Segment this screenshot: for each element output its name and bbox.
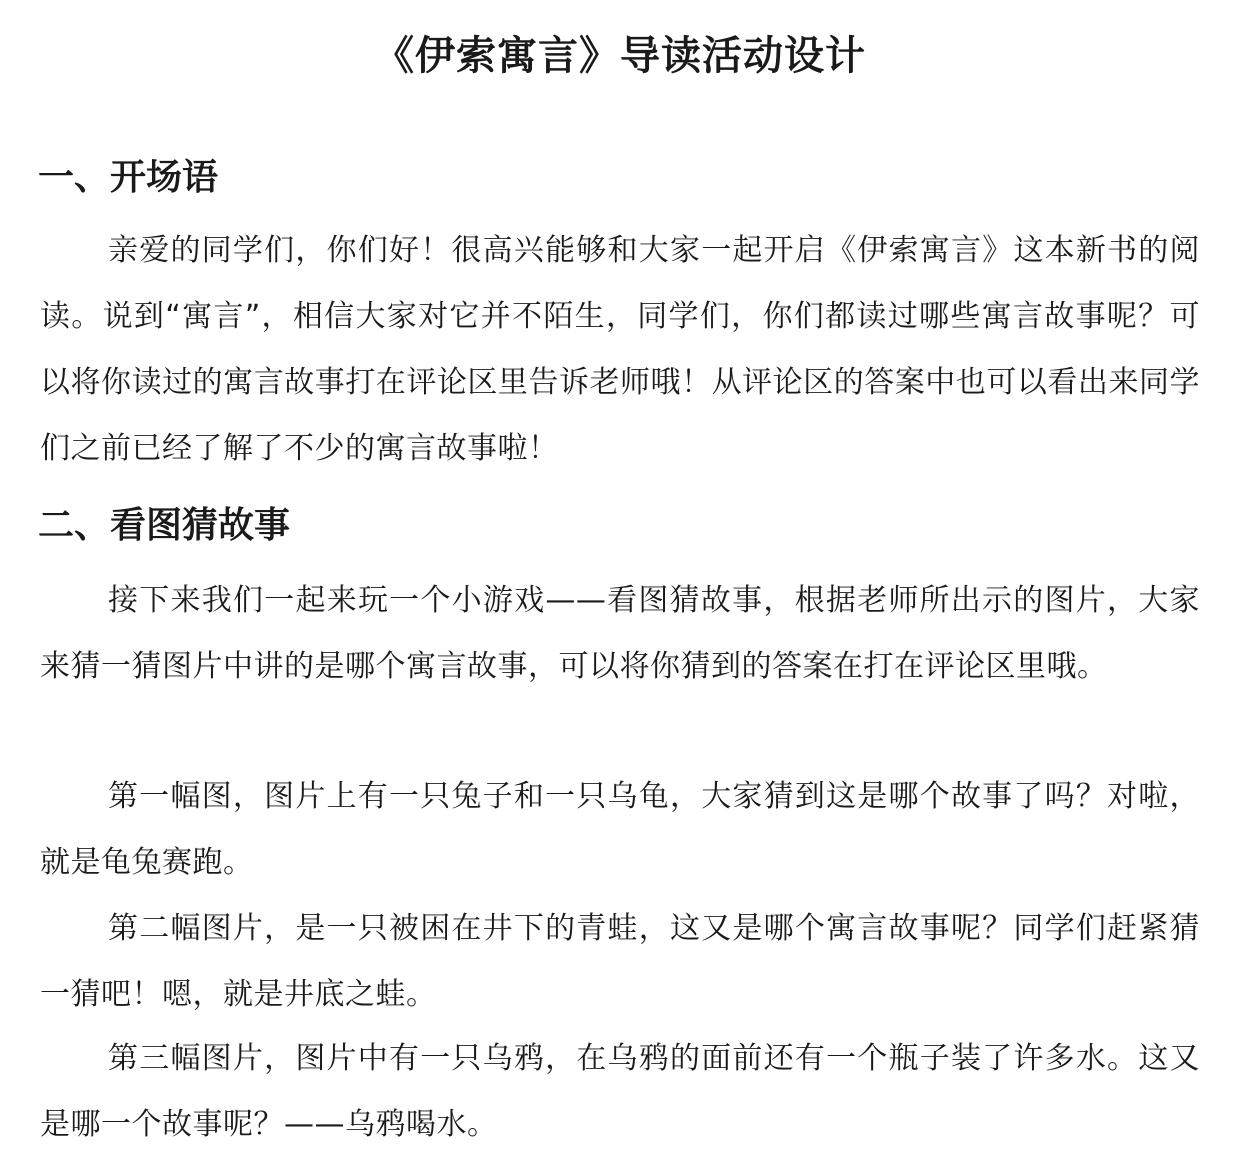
paragraph-picture-one: 第一幅图，图片上有一只兔子和一只乌龟，大家猜到这是哪个故事了吗？对啦，就是龟兔赛跑。 <box>40 779 1200 880</box>
document-title: 《伊索寓言》导读活动设计 <box>374 32 866 79</box>
paragraph-picture-two: 第二幅图片，是一只被困在井下的青蛙，这又是哪个寓言故事呢？同学们赶紧猜一猜吧！嗯，就是井底之蛙。 <box>40 911 1200 1012</box>
paragraph-opening: 亲爱的同学们，你们好！很高兴能够和大家一起开启《伊索寓言》这本新书的阅读。说到“寓言”，相信大家对它并不陌生，同学们，你们都读过哪些寓言故事呢？可以将你读过的寓言故事打在评论区里告诉老师哦！从评论区的答案中也可以看出来同学们之前已经了解了不少的寓言故事啦！ <box>40 233 1200 466</box>
section-heading-opening: 一、开场语 <box>38 156 219 198</box>
paragraph-game-intro: 接下来我们一起来玩一个小游戏——看图猜故事，根据老师所出示的图片，大家来猜一猜图片中讲的是哪个寓言故事，可以将你猜到的答案在打在评论区里哦。 <box>40 583 1200 684</box>
section-heading-guess-story: 二、看图猜故事 <box>38 504 291 546</box>
paragraph-picture-three: 第三幅图片，图片中有一只乌鸦，在乌鸦的面前还有一个瓶子装了许多水。这又是哪一个故事呢？——乌鸦喝水。 <box>40 1041 1200 1142</box>
